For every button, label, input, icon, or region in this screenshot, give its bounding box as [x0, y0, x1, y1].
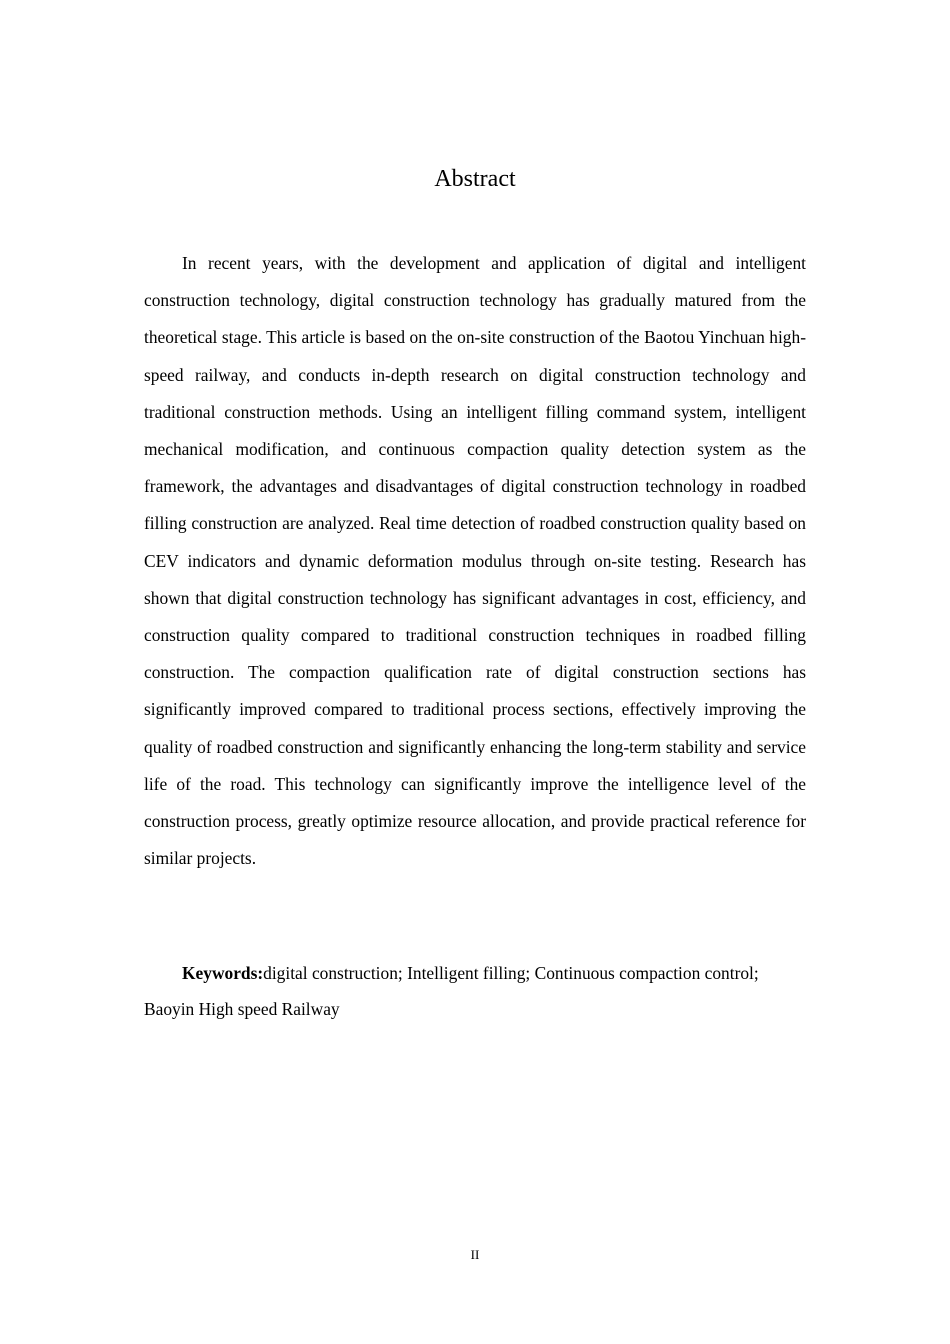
- page-number: II: [470, 1247, 480, 1262]
- keywords-paragraph: [144, 955, 784, 1027]
- abstract-body: In recent years, with the development and application of digital and intelligent construction technology, digital construction technology has gradually matured from the theoretical stage. This article is based on the on-site construction of the Baotou Yinchuan high-speed railway, and conducts in-depth research on digital construction technology and traditional construction methods. Using an intelligent filling command system, intelligent mechanical modification, and continuous compaction quality detection system as the framework, the advantages and disadvantages of digital construction technology in roadbed filling construction are analyzed. Real time detection of roadbed construction quality based on CEV indicators and dynamic deformation modulus through on-site testing. Research has shown that digital construction technology has significant advantages in cost, efficiency, and construction quality compared to traditional construction techniques in roadbed filling construction. The compaction qualification rate of digital construction sections has significantly improved compared to traditional process sections, effectively improving the quality of roadbed construction and significantly enhancing the long-term stability and service life of the road. This technology can significantly improve the intelligence level of the construction process, greatly optimize resource allocation, and provide practical reference for similar projects.: [144, 253, 806, 869]
- abstract-title: Abstract: [434, 166, 516, 192]
- keywords-list: digital construction; Intelligent filling; Continuous compaction control; Baoyin High speed Railway: [144, 963, 759, 1019]
- keywords-label: Keywords:: [182, 963, 264, 983]
